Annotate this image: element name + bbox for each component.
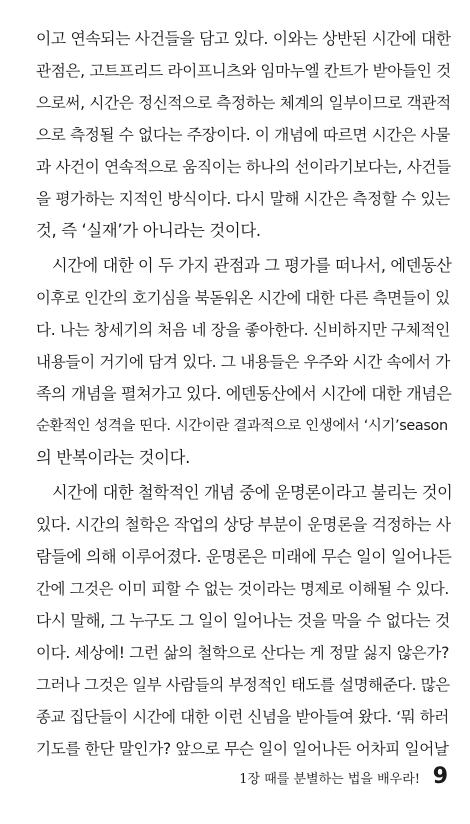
body-line: 순환적인 성격을 띤다. 시간이란 결과적으로 인생에서 ‘시기’season (36, 418, 448, 434)
body-line: 다시 말해, 그 누구도 그 일이 일어나는 것을 막을 수 없다는 것 (36, 611, 450, 630)
body-line: 그러나 그것은 일부 사람들의 부정적인 태도를 설명해준다. 많은 (36, 676, 450, 694)
body-line: 이후로 인간의 호기심을 북돋워온 시간에 대한 다른 측면들이 있 (36, 289, 450, 307)
body-line: 관점은, 고트프리드 라이프니츠와 임마누엘 칸트가 받아들인 것 (36, 62, 451, 80)
body-line: 기도를 한단 말인가? 앞으로 무슨 일이 일어나든 어차피 일어날 (36, 740, 449, 758)
body-line: 시간에 대한 철학적인 개념 중에 운명론이라고 불리는 것이 (52, 483, 452, 502)
body-line: 을 평가하는 지적인 방식이다. 다시 말해 시간은 측정할 수 있는 (36, 190, 450, 208)
body-line: 이다. 세상에! 그런 삶의 철학으로 산다는 게 정말 싫지 않은가? (36, 644, 450, 662)
body-line: 람들에 의해 이루어졌다. 운명론은 미래에 무슨 일이 일어나든 (36, 547, 452, 566)
body-line: 다. 나는 창세기의 처음 네 장을 좋아한다. 신비하지만 구체적인 (36, 321, 450, 339)
body-line: 족의 개념을 펼쳐가고 있다. 에덴동산에서 시간에 대한 개념은 (36, 384, 452, 403)
body-line: 으로써, 시간은 정신적으로 측정하는 체계의 일부이므로 객관적 (36, 94, 451, 112)
body-line: 종교 집단들이 시간에 대한 이런 신념을 받아들여 왔다. ‘뭐 하러 (36, 708, 449, 726)
body-line: 과 사건이 연속적으로 움직이는 하나의 선이라기보다는, 사건들 (36, 158, 451, 176)
body-line: 것, 즉 ‘실재’가 아니라는 것이다. (36, 221, 261, 240)
body-line: 있다. 시간의 철학은 작업의 상당 부분이 운명론을 걱정하는 사 (36, 515, 451, 534)
body-line: 간에 그것은 이미 피할 수 없는 것이라는 명제로 이해될 수 있다. (36, 580, 449, 598)
body-line: 으로 측정될 수 없다는 주장이다. 이 개념에 따르면 시간은 사물 (36, 126, 450, 144)
body-line: 의 반복이라는 것이다. (36, 448, 190, 467)
body-line: 시간에 대한 이 두 가지 관점과 그 평가를 떠나서, 에덴동산 (52, 256, 452, 275)
body-line: 내용들이 거기에 담겨 있다. 그 내용들은 우주와 시간 속에서 가 (36, 353, 450, 371)
page-number: 9 (432, 764, 448, 789)
running-footer-chapter-title: 1장 때를 분별하는 법을 배우라! (239, 772, 420, 787)
body-line: 이고 연속되는 사건들을 담고 있다. 이와는 상반된 시간에 대한 (36, 29, 451, 48)
